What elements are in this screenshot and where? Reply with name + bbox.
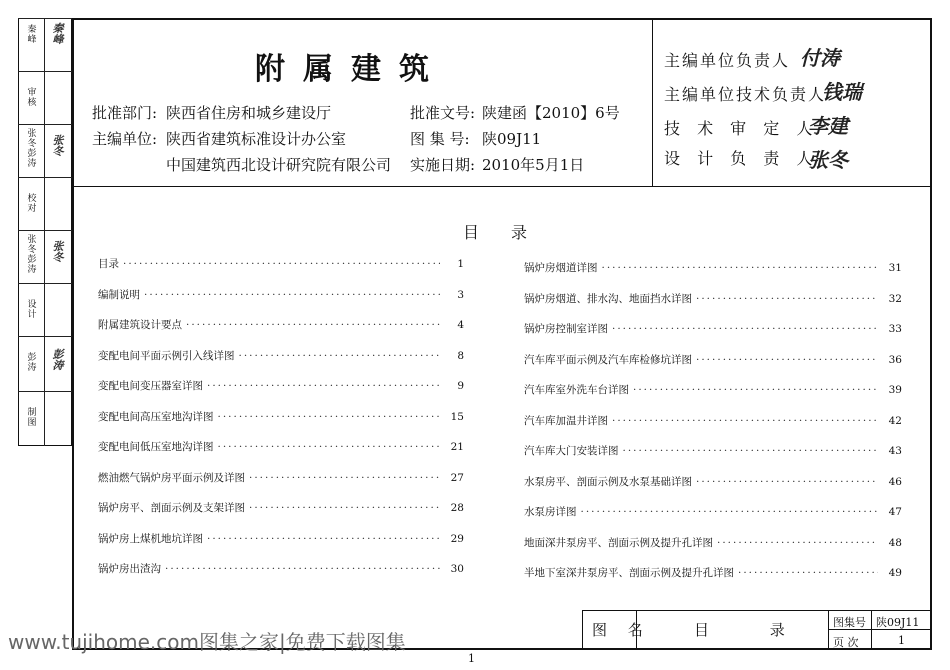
toc-entry-page: 48 bbox=[888, 536, 902, 549]
toc-entry[interactable] bbox=[524, 260, 902, 275]
toc-leader-dots bbox=[717, 537, 878, 549]
tech-reviewer-signature: 李建 bbox=[808, 114, 848, 138]
toc-entry-page: 1 bbox=[457, 258, 464, 270]
toc-entry-page: 21 bbox=[450, 441, 464, 453]
header-bottom-line bbox=[72, 186, 932, 187]
toc-entry[interactable] bbox=[524, 443, 902, 458]
toc-entry-page: 8 bbox=[457, 349, 464, 362]
toc-entry-title: 地面深井泵房平、剖面示例及提升孔详图 bbox=[524, 536, 713, 549]
sidebar-cell: 彭 涛 彭 涛 bbox=[18, 336, 72, 391]
toc-leader-dots bbox=[581, 506, 879, 518]
toc-entry-page: 31 bbox=[888, 262, 902, 274]
toc-entry-page: 4 bbox=[457, 319, 464, 331]
toc-entry-page: 49 bbox=[888, 567, 902, 579]
sidebar bbox=[18, 18, 72, 446]
approve-dept-label: 批准部门: bbox=[92, 104, 158, 122]
toc-leader-dots bbox=[696, 354, 878, 366]
toc-leader-dots bbox=[738, 567, 878, 579]
toc-leader-dots bbox=[696, 293, 878, 305]
toc-leader-dots bbox=[239, 350, 441, 362]
toc-entry-page: 43 bbox=[888, 445, 902, 457]
toc-entry-page: 46 bbox=[888, 475, 902, 488]
toc-entry-title: 锅炉房出渣沟 bbox=[98, 563, 161, 575]
toc-entry[interactable] bbox=[98, 256, 464, 271]
toc-leader-dots bbox=[249, 472, 440, 484]
titleblock-left-line bbox=[582, 610, 583, 650]
toc-leader-dots bbox=[218, 411, 441, 423]
titleblock-top-line bbox=[582, 610, 932, 611]
titleblock-atlas-label: 图集号 bbox=[833, 616, 866, 629]
titleblock-divider-3 bbox=[871, 610, 872, 650]
impl-date: 2010年5月1日 bbox=[482, 156, 585, 174]
toc-entry-page: 3 bbox=[457, 288, 464, 301]
toc-entry[interactable] bbox=[524, 382, 902, 397]
toc-leader-dots bbox=[612, 323, 878, 335]
toc-leader-dots bbox=[207, 380, 440, 392]
approval-no: 陕建函【2010】6号 bbox=[482, 104, 620, 122]
page-number: 1 bbox=[468, 652, 475, 665]
toc-heading: 目录 bbox=[463, 223, 560, 242]
toc-entry-page: 27 bbox=[450, 471, 464, 484]
toc-entry[interactable] bbox=[524, 565, 902, 580]
toc-entry-title: 编制说明 bbox=[98, 288, 140, 301]
sidebar-cell: 设 计 bbox=[18, 283, 72, 336]
toc-entry-title: 变配电间平面示例引入线详图 bbox=[98, 349, 235, 362]
toc-entry-title: 锅炉房控制室详图 bbox=[524, 323, 608, 335]
toc-entry-title: 锅炉房平、剖面示例及支架详图 bbox=[98, 502, 245, 514]
document-title: 附属建筑 bbox=[255, 52, 447, 87]
toc-leader-dots bbox=[207, 533, 440, 545]
toc-entry-title: 汽车库室外洗车台详图 bbox=[524, 384, 629, 396]
sidebar-cell: 张 冬 彭 涛 张 冬 bbox=[18, 124, 72, 177]
editor-unit-2: 中国建筑西北设计研究院有限公司 bbox=[166, 156, 392, 174]
toc-entry[interactable] bbox=[98, 348, 464, 363]
toc-entry-page: 32 bbox=[888, 292, 902, 305]
titleblock-atlas-no: 陕09J11 bbox=[876, 616, 920, 629]
approval-no-label: 批准文号: bbox=[410, 104, 476, 122]
design-head-signature: 张冬 bbox=[808, 148, 848, 172]
toc-leader-dots bbox=[186, 319, 440, 331]
toc-leader-dots bbox=[218, 441, 441, 453]
chief-tech-head-label: 主编单位技术负责人 bbox=[664, 85, 827, 104]
titleblock-page-label: 页 次 bbox=[833, 636, 859, 649]
toc-entry[interactable] bbox=[524, 352, 902, 367]
titleblock-divider-2 bbox=[828, 610, 829, 650]
toc-entry-page: 9 bbox=[457, 380, 464, 392]
toc-leader-dots bbox=[165, 563, 440, 575]
editor-unit-1: 陕西省建筑标准设计办公室 bbox=[166, 130, 347, 148]
impl-date-label: 实施日期: bbox=[410, 156, 476, 174]
toc-entry[interactable] bbox=[98, 409, 464, 424]
toc-entry-page: 28 bbox=[450, 502, 464, 514]
toc-entry-page: 30 bbox=[450, 563, 464, 575]
toc-leader-dots bbox=[623, 445, 879, 457]
toc-entry[interactable] bbox=[98, 470, 464, 485]
atlas-no-label: 图 集 号: bbox=[410, 130, 470, 148]
toc-leader-dots bbox=[612, 415, 878, 427]
toc-entry-page: 15 bbox=[450, 410, 464, 423]
toc-entry[interactable] bbox=[524, 321, 902, 336]
toc-entry[interactable] bbox=[524, 474, 902, 489]
toc-entry-page: 33 bbox=[888, 323, 902, 335]
atlas-no: 陕09J11 bbox=[482, 130, 542, 148]
toc-entry[interactable] bbox=[98, 317, 464, 332]
toc-entry[interactable] bbox=[98, 531, 464, 546]
drawing-name: 目 录 bbox=[694, 621, 813, 639]
chief-tech-head-signature: 钱瑞 bbox=[822, 80, 862, 104]
toc-entry-title: 变配电间低压室地沟详图 bbox=[98, 441, 214, 453]
toc-entry[interactable] bbox=[524, 291, 902, 306]
toc-entry-title: 水泵房平、剖面示例及水泵基础详图 bbox=[524, 475, 692, 488]
titleblock-page: 1 bbox=[898, 634, 905, 647]
toc-leader-dots bbox=[602, 262, 879, 274]
toc-entry-title: 锅炉房上煤机地坑详图 bbox=[98, 532, 203, 545]
chief-unit-head-label: 主编单位负责人 bbox=[664, 51, 791, 70]
toc-entry-title: 目录 bbox=[98, 258, 119, 270]
editor-label: 主编单位: bbox=[92, 130, 158, 148]
toc-entry-title: 锅炉房烟道、排水沟、地面挡水详图 bbox=[524, 292, 692, 305]
toc-entry-title: 汽车库平面示例及汽车库检修坑详图 bbox=[524, 353, 692, 366]
toc-entry[interactable] bbox=[98, 287, 464, 302]
toc-entry-page: 36 bbox=[888, 353, 902, 366]
sidebar-cell: 校 对 bbox=[18, 177, 72, 230]
toc-entry[interactable] bbox=[524, 413, 902, 428]
toc-entry[interactable] bbox=[524, 504, 902, 519]
toc-entry-title: 变配电间高压室地沟详图 bbox=[98, 410, 214, 423]
chief-unit-head-signature: 付涛 bbox=[800, 46, 840, 70]
toc-entry[interactable] bbox=[524, 535, 902, 550]
toc-entry-title: 汽车库大门安装详图 bbox=[524, 445, 619, 457]
tech-reviewer-label: 技 术 审 定 人 bbox=[664, 119, 819, 138]
toc-entry-page: 42 bbox=[888, 414, 902, 427]
toc-entry-title: 水泵房详图 bbox=[524, 506, 577, 518]
toc-entry[interactable] bbox=[98, 439, 464, 454]
toc-entry-page: 29 bbox=[450, 532, 464, 545]
toc-entry[interactable] bbox=[98, 500, 464, 515]
header-divider bbox=[652, 18, 653, 186]
sidebar-cell: 制 图 bbox=[18, 391, 72, 446]
toc-entry-title: 汽车库加温井详图 bbox=[524, 414, 608, 427]
toc-entry[interactable] bbox=[98, 378, 464, 393]
toc-leader-dots bbox=[123, 258, 440, 270]
toc-entry-page: 39 bbox=[888, 384, 902, 396]
toc-leader-dots bbox=[633, 384, 878, 396]
toc-entry-title: 锅炉房烟道详图 bbox=[524, 262, 598, 274]
toc-leader-dots bbox=[249, 502, 440, 514]
sidebar-cell: 秦 峰 秦 峰 bbox=[18, 18, 72, 71]
watermark-text: www.tujihome.com图集之家|免费下载图集 bbox=[8, 630, 406, 654]
approve-dept: 陕西省住房和城乡建设厅 bbox=[166, 104, 332, 122]
toc-entry-page: 47 bbox=[888, 506, 902, 518]
sidebar-cell: 审 核 bbox=[18, 71, 72, 124]
sidebar-cell: 张 冬 彭 涛 张 冬 bbox=[18, 230, 72, 283]
toc-entry-title: 附属建筑设计要点 bbox=[98, 319, 182, 331]
toc-leader-dots bbox=[696, 476, 878, 488]
toc-entry-title: 变配电间变压器室详图 bbox=[98, 380, 203, 392]
design-head-label: 设 计 负 责 人 bbox=[664, 149, 819, 168]
drawing-name-label: 图 名 bbox=[592, 621, 651, 639]
toc-entry-title: 燃油燃气锅炉房平面示例及详图 bbox=[98, 471, 245, 484]
toc-entry-title: 半地下室深井泵房平、剖面示例及提升孔详图 bbox=[524, 567, 734, 579]
toc-entry[interactable] bbox=[98, 561, 464, 576]
toc-leader-dots bbox=[144, 289, 440, 301]
